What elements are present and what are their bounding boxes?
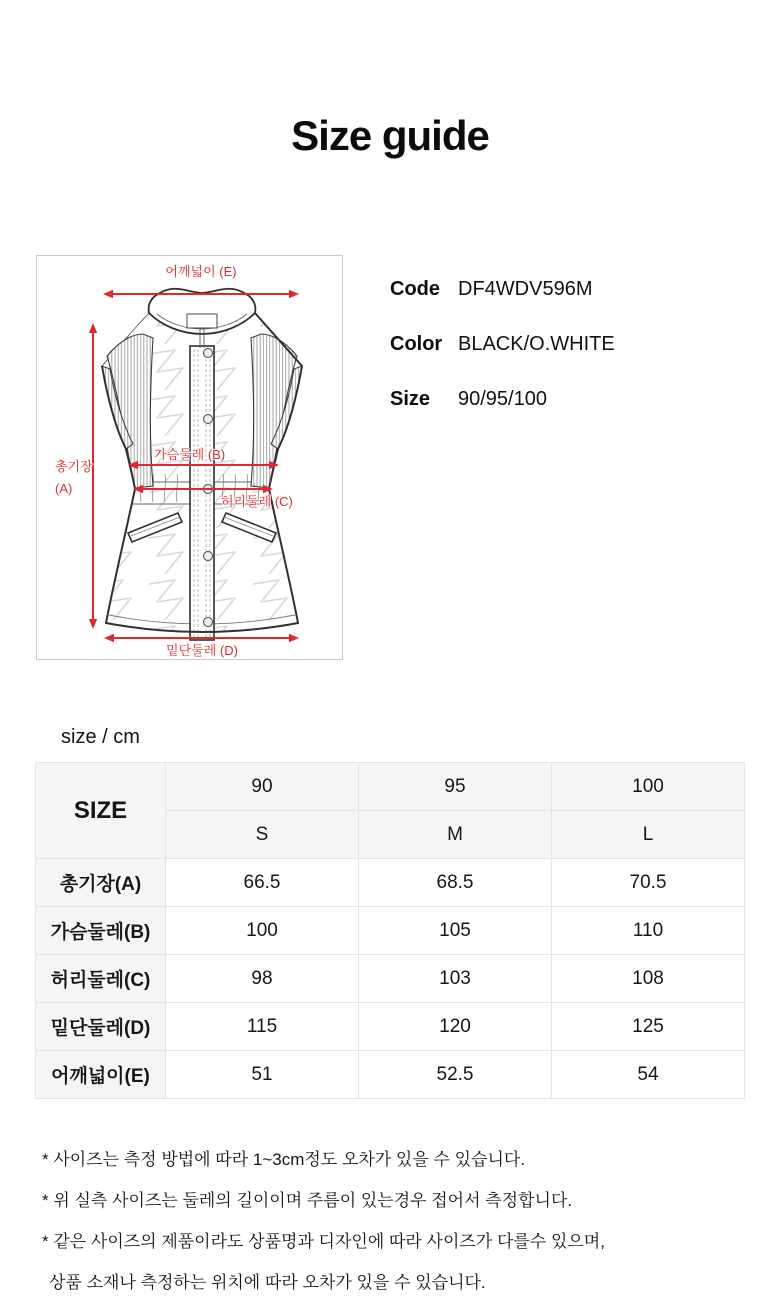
product-color-value: BLACK/O.WHITE: [458, 333, 615, 355]
product-color-label: Color: [390, 333, 443, 355]
table-row-chest: [36, 907, 745, 955]
size-col-s: S: [166, 811, 359, 859]
table-row-shoulder: [36, 1051, 745, 1099]
product-size-value: 90/95/100: [458, 388, 547, 410]
size-table-corner: SIZE: [36, 763, 166, 859]
cell-hem-100: 125: [552, 1003, 745, 1051]
label-total-length-line2: (A): [55, 481, 73, 496]
cell-chest-90: 100: [166, 907, 359, 955]
size-table: [35, 762, 745, 1099]
unit-label: size / cm: [61, 726, 140, 748]
table-row-waist: [36, 955, 745, 1003]
cell-hem-95: 120: [359, 1003, 552, 1051]
placket: [190, 346, 214, 640]
table-row-length: [36, 859, 745, 907]
table-row-hem: [36, 1003, 745, 1051]
size-col-100: 100: [552, 763, 745, 811]
product-info: [390, 278, 615, 443]
cell-shoulder-90: 51: [166, 1051, 359, 1099]
footnotes: [42, 1149, 752, 1313]
cell-length-100: 70.5: [552, 859, 745, 907]
label-total-length: [55, 456, 93, 500]
product-size-label: Size: [390, 388, 431, 410]
product-code-value: DF4WDV596M: [458, 278, 593, 300]
product-size-row: [390, 388, 615, 410]
product-code-row: [390, 278, 615, 300]
cell-chest-100: 110: [552, 907, 745, 955]
footnote-4: 상품 소재나 측정하는 위치에 따라 오차가 있을 수 있습니다.: [49, 1273, 486, 1292]
label-hem: 밑단둘레 (D): [166, 643, 238, 658]
footnote-1: * 사이즈는 측정 방법에 따라 1~3cm정도 오차가 있을 수 있습니다.: [42, 1150, 526, 1169]
label-waist: 허리둘레 (C): [221, 494, 293, 509]
cell-waist-100: 108: [552, 955, 745, 1003]
product-color-row: [390, 333, 615, 355]
row-label-shoulder: 어깨넓이(E): [36, 1051, 166, 1099]
cell-shoulder-95: 52.5: [359, 1051, 552, 1099]
table-header-numbers: [36, 763, 745, 811]
label-shoulder-width: 어깨넓이 (E): [165, 264, 237, 279]
product-code-label: Code: [390, 278, 440, 300]
label-chest: 가슴둘레 (B): [154, 447, 226, 462]
page-title: Size guide: [291, 112, 489, 159]
footnote-3: * 같은 사이즈의 제품이라도 상품명과 디자인에 따라 사이즈가 다를수 있으며,: [42, 1232, 605, 1251]
size-col-95: 95: [359, 763, 552, 811]
cell-waist-95: 103: [359, 955, 552, 1003]
row-label-waist: 허리둘레(C): [36, 955, 166, 1003]
cell-length-95: 68.5: [359, 859, 552, 907]
row-label-chest: 가슴둘레(B): [36, 907, 166, 955]
cell-length-90: 66.5: [166, 859, 359, 907]
label-total-length-line1: 총기장: [55, 459, 93, 474]
cell-waist-90: 98: [166, 955, 359, 1003]
cell-chest-95: 105: [359, 907, 552, 955]
size-col-90: 90: [166, 763, 359, 811]
footnote-2: * 위 실측 사이즈는 둘레의 길이이며 주름이 있는경우 접어서 측정합니다.: [42, 1191, 573, 1210]
size-col-l: L: [552, 811, 745, 859]
cell-shoulder-100: 54: [552, 1051, 745, 1099]
measurement-diagram: [36, 255, 343, 660]
row-label-hem: 밑단둘레(D): [36, 1003, 166, 1051]
row-label-length: 총기장(A): [36, 859, 166, 907]
cell-hem-90: 115: [166, 1003, 359, 1051]
size-col-m: M: [359, 811, 552, 859]
